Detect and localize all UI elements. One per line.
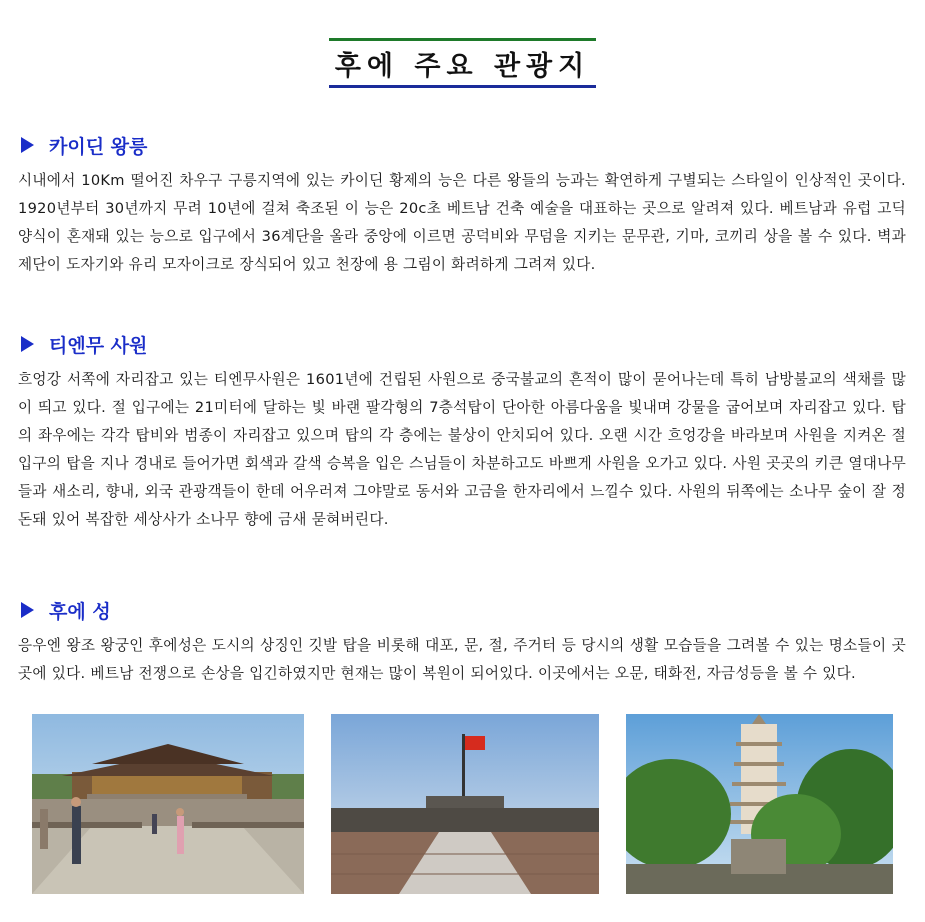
section-hue-citadel bbox=[18, 596, 906, 688]
section-khai-dinh bbox=[18, 131, 906, 279]
triangle-bullet-icon bbox=[21, 137, 34, 153]
pagoda-photo bbox=[626, 714, 893, 894]
citadel-gate-photo bbox=[32, 714, 304, 894]
section-body: 시내에서 10Km 떨어진 차우구 구릉지역에 있는 카이딘 황제의 능은 다른 왕들의 능과는 확연하게 구별되는 스타일이 인상적인 곳이다. 1920년부터 30년까지 무려 10년에 걸쳐 축조된 이 능은 20c초 베트남 건축 예술을 대표하는 곳으로 알려져 있다. 베트남과 유럽 고딕양식이 혼재돼 있는 능으로 입구에서 36계단을 올라 중앙에 이르면 공덕비와 무덤을 지키는 문무관, 기마, 코끼리 상을 볼 수 있다. 벽과 제단이 도자기와 유리 모자이크로 장식되어 있고 천장에 용 그림이 화려하게 그려져 있다. bbox=[18, 172, 906, 273]
section-thien-mu bbox=[18, 330, 906, 534]
triangle-bullet-icon bbox=[21, 336, 34, 352]
page-title: 후에 주요 관광지 bbox=[334, 50, 591, 82]
section-body: 흐엉강 서쪽에 자리잡고 있는 티엔무사원은 1601년에 건립된 사원으로 중국불교의 흔적이 많이 묻어나는데 특히 남방불교의 색채를 많이 띄고 있다. 절 입구에는 21미터에 달하는 빛 바랜 팔각형의 7층석탑이 단아한 아름다움을 빛내며 강물을 굽어보며 자리잡고 있다. 탑의 좌우에는 각각 탑비와 범종이 자리잡고 있으며 탑의 각 층에는 불상이 안치되어 있다. 오랜 시간 흐엉강을 바라보며 사원을 지켜온 절 입구의 탑을 지나 경내로 들어가면 회색과 갈색 승복을 입은 스님들이 차분하고도 바쁘게 사원을 오가고 있다. 사원 곳곳의 키큰 열대나무들과 새소리, 향내, 외국 관광객들이 한데 어우러져 그야말로 동서와 고금을 한자리에서 느낄수 있다. 사원의 뒤쪽에는 소나무 숲이 잘 정돈돼 있어 복잡한 세상사가 소나무 향에 금새 묻혀버린다. bbox=[18, 371, 906, 528]
section-heading bbox=[18, 596, 906, 624]
section-title: 후에 성 bbox=[49, 600, 111, 623]
page-title-box bbox=[329, 38, 596, 88]
section-heading bbox=[18, 330, 906, 358]
flag-tower-photo bbox=[331, 714, 599, 894]
section-body: 응우엔 왕조 왕궁인 후에성은 도시의 상징인 깃발 탑을 비롯해 대포, 문, 절, 주거터 등 당시의 생활 모습들을 그려볼 수 있는 명소들이 곳곳에 있다. 베트남 전쟁으로 손상을 입긴하였지만 현재는 많이 복원이 되어있다. 이곳에서는 오문, 태화전, 자금성등을 볼 수 있다. bbox=[18, 637, 906, 682]
triangle-bullet-icon bbox=[21, 602, 34, 618]
section-title: 카이딘 왕릉 bbox=[49, 135, 148, 158]
section-heading bbox=[18, 131, 906, 159]
section-title: 티엔무 사원 bbox=[49, 334, 148, 357]
